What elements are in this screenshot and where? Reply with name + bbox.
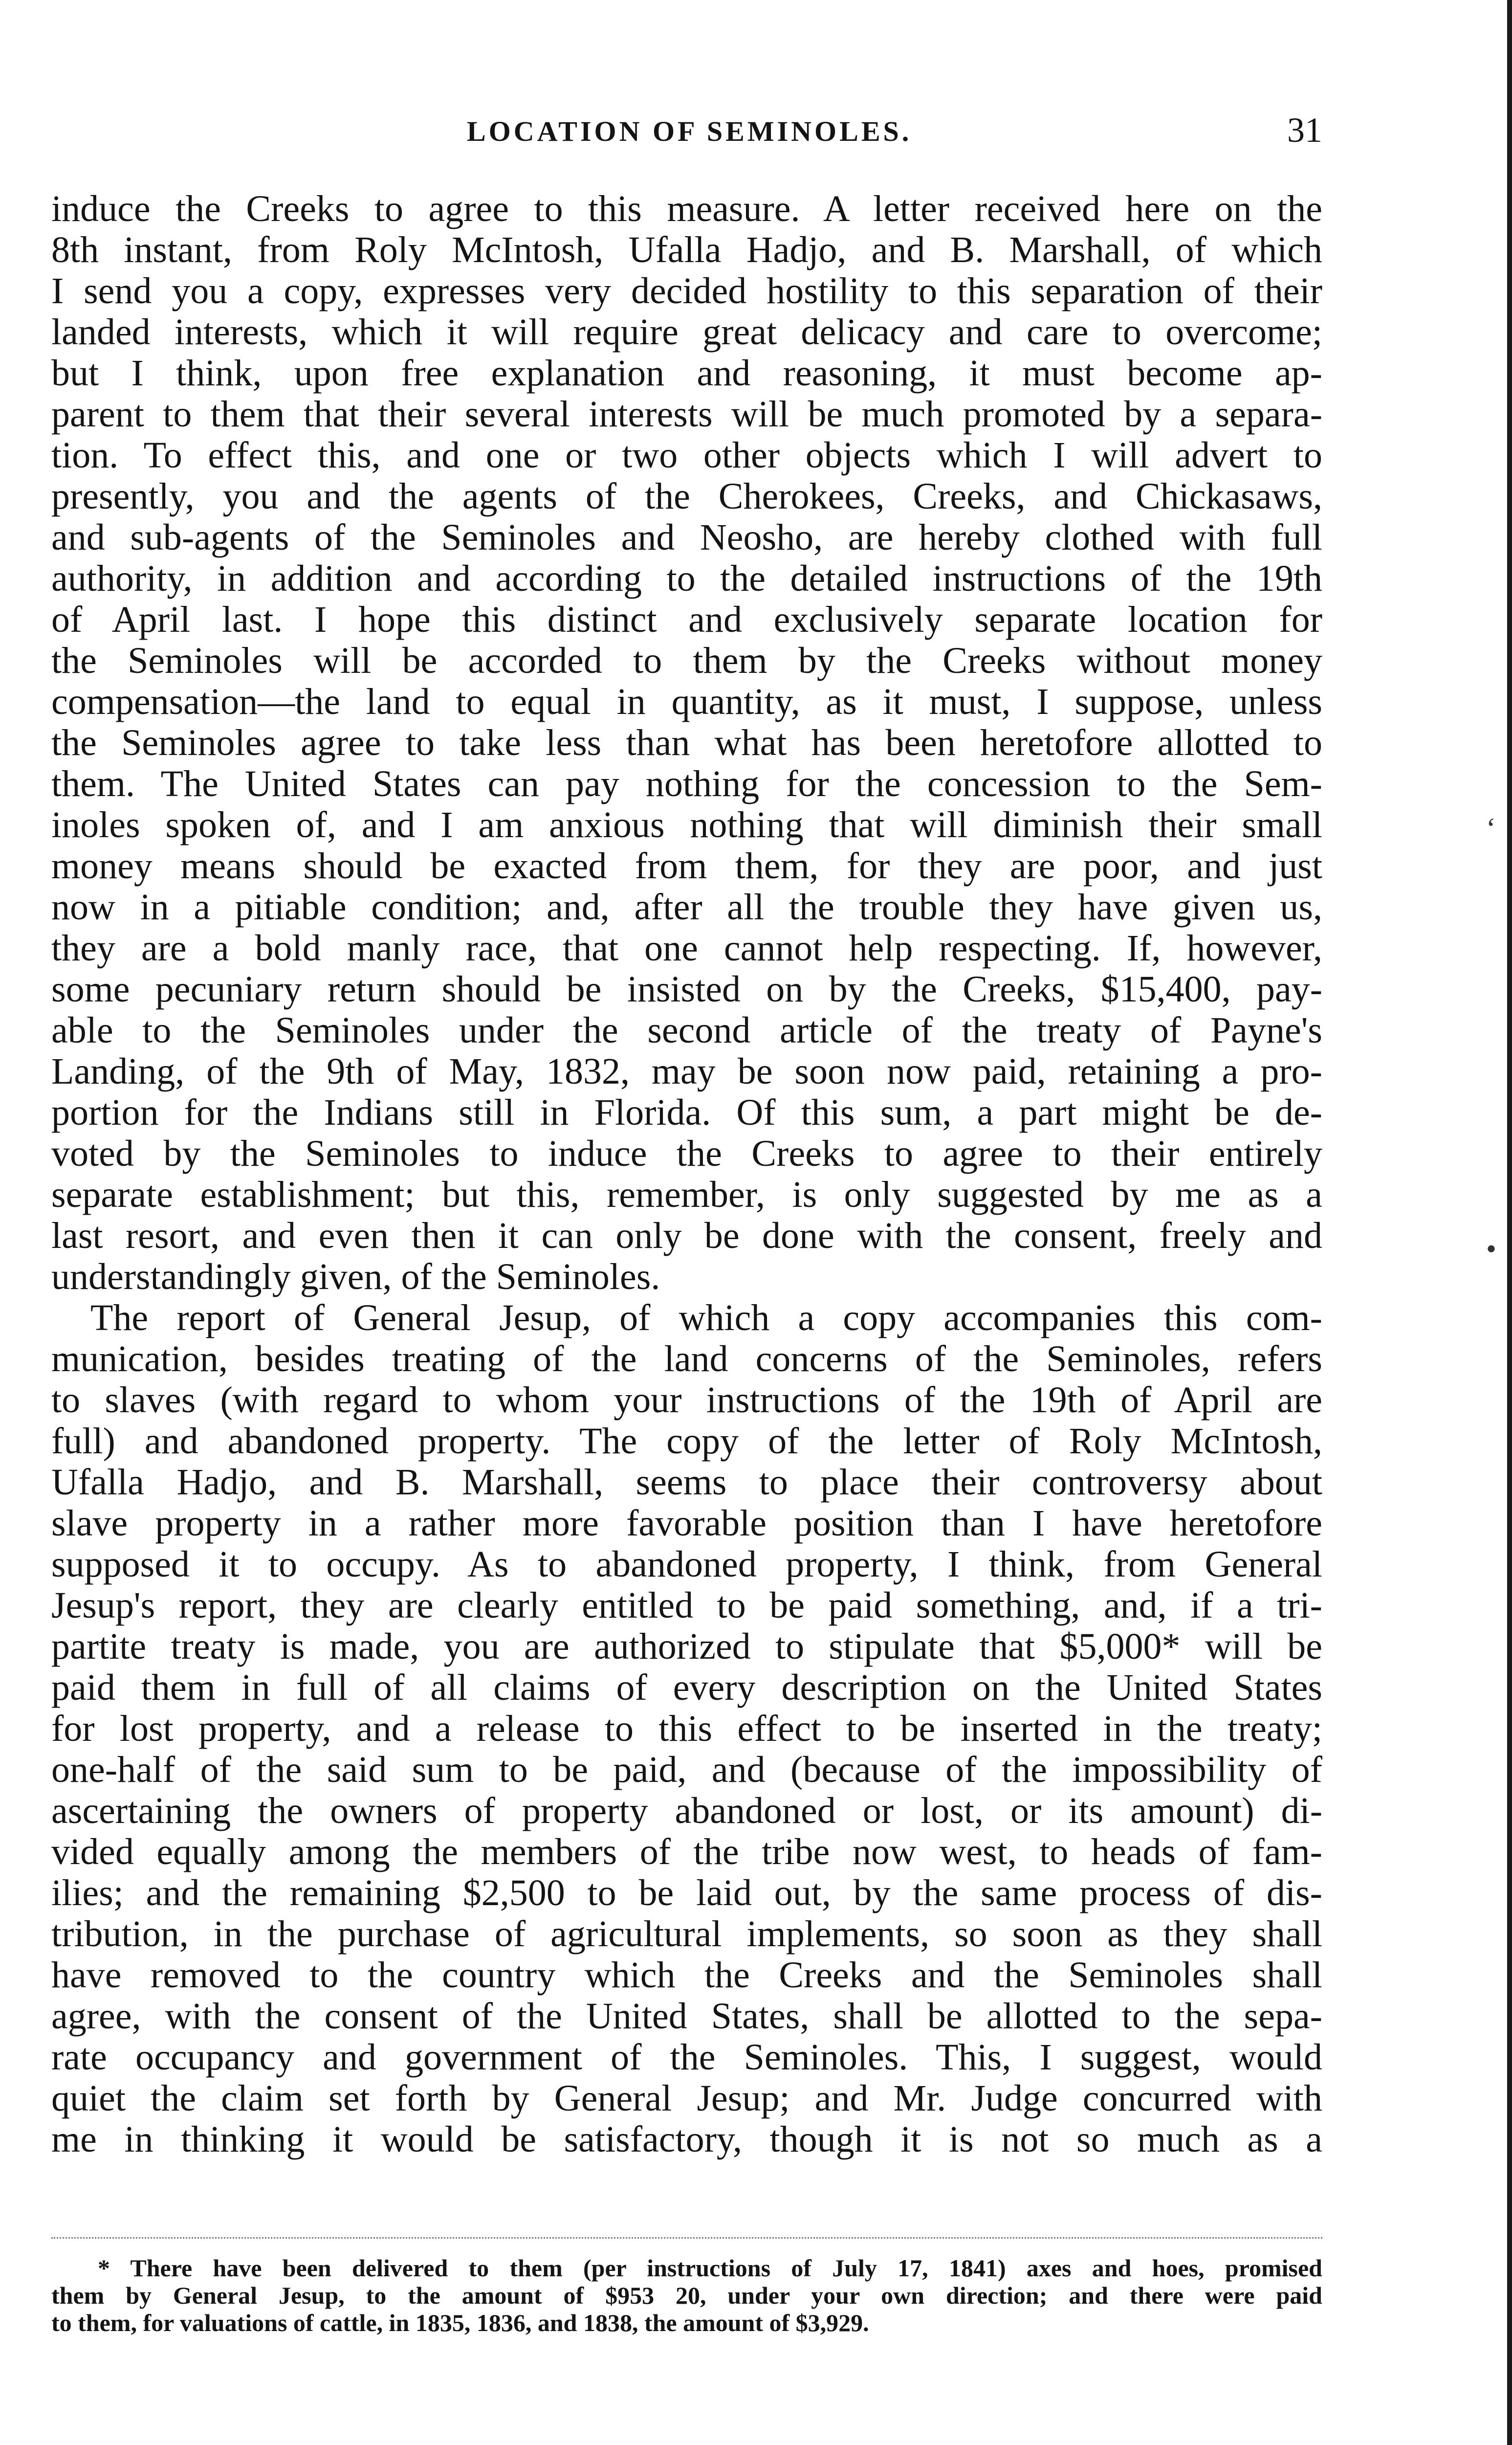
- body-line: Ufalla Hadjo, and B. Marshall, seems to place their controversy about: [51, 1462, 1322, 1503]
- margin-mark: ‘: [1486, 812, 1496, 845]
- footnote: [51, 2254, 1322, 2336]
- body-line: portion for the Indians still in Florida. Of this sum, a part might be de-: [51, 1092, 1322, 1133]
- body-line: induce the Creeks to agree to this measure. A letter received here on the: [51, 188, 1322, 229]
- body-line: last resort, and even then it can only be done with the consent, freely and: [51, 1215, 1322, 1256]
- body-line: but I think, upon free explanation and reasoning, it must become ap-: [51, 353, 1322, 394]
- body-line: presently, you and the agents of the Cherokees, Creeks, and Chickasaws,: [51, 476, 1322, 517]
- footnote-line: * There have been delivered to them (per instructions of July 17, 1841) axes and hoes, promised: [98, 2254, 1322, 2282]
- body-line: money means should be exacted from them, for they are poor, and just: [51, 845, 1322, 887]
- footnote-line: them by General Jesup, to the amount of $953 20, under your own direction; and there were paid: [51, 2282, 1322, 2309]
- body-line: 8th instant, from Roly McIntosh, Ufalla Hadjo, and B. Marshall, of which: [51, 229, 1322, 270]
- footnote-rule: [51, 2237, 1322, 2239]
- body-line: understandingly given, of the Seminoles.: [51, 1256, 660, 1297]
- body-line: supposed it to occupy. As to abandoned property, I think, from General: [51, 1544, 1322, 1585]
- body-line: ilies; and the remaining $2,500 to be laid out, by the same process of dis-: [51, 1872, 1322, 1913]
- running-header: [51, 110, 1322, 164]
- body-line: ascertaining the owners of property abandoned or lost, or its amount) di-: [51, 1790, 1322, 1831]
- body-line: rate occupancy and government of the Seminoles. This, I suggest, would: [51, 2037, 1322, 2078]
- body-line: paid them in full of all claims of every description on the United States: [51, 1667, 1322, 1708]
- body-line: full) and abandoned property. The copy of the letter of Roly McIntosh,: [51, 1421, 1322, 1462]
- page-number: 31: [1287, 111, 1322, 150]
- body-line: have removed to the country which the Creeks and the Seminoles shall: [51, 1955, 1322, 1996]
- body-line: The report of General Jesup, of which a copy accompanies this com-: [90, 1297, 1322, 1338]
- body-line: voted by the Seminoles to induce the Creeks to agree to their entirely: [51, 1133, 1322, 1174]
- running-title: LOCATION OF SEMINOLES.: [467, 115, 912, 147]
- body-line: slave property in a rather more favorable position than I have heretofore: [51, 1503, 1322, 1544]
- body-line: tion. To effect this, and one or two other objects which I will advert to: [51, 435, 1322, 476]
- body-line: Jesup's report, they are clearly entitled to be paid something, and, if a tri-: [51, 1585, 1322, 1626]
- body-line: the Seminoles agree to take less than what has been heretofore allotted to: [51, 722, 1322, 763]
- body-text: [51, 188, 1322, 2160]
- margin-mark: •: [1486, 1233, 1497, 1265]
- body-line: authority, in addition and according to the detailed instructions of the 19th: [51, 558, 1322, 599]
- body-line: able to the Seminoles under the second article of the treaty of Payne's: [51, 1010, 1322, 1051]
- body-line: vided equally among the members of the tribe now west, to heads of fam-: [51, 1831, 1322, 1872]
- footnote-line: to them, for valuations of cattle, in 1835, 1836, and 1838, the amount of $3,929.: [51, 2309, 869, 2336]
- body-line: to slaves (with regard to whom your instructions of the 19th of April are: [51, 1379, 1322, 1421]
- body-line: landed interests, which it will require great delicacy and care to overcome;: [51, 311, 1322, 353]
- body-line: the Seminoles will be accorded to them by the Creeks without money: [51, 640, 1322, 681]
- body-line: tribution, in the purchase of agricultural implements, so soon as they shall: [51, 1913, 1322, 1955]
- body-line: one-half of the said sum to be paid, and (because of the impossibility of: [51, 1749, 1322, 1790]
- body-line: inoles spoken of, and I am anxious nothing that will diminish their small: [51, 804, 1322, 845]
- body-line: parent to them that their several interests will be much promoted by a separa-: [51, 394, 1322, 435]
- body-line: agree, with the consent of the United States, shall be allotted to the sepa-: [51, 1996, 1322, 2037]
- body-line: I send you a copy, expresses very decided hostility to this separation of their: [51, 270, 1322, 311]
- body-line: and sub-agents of the Seminoles and Neosho, are hereby clothed with full: [51, 517, 1322, 558]
- body-line: quiet the claim set forth by General Jesup; and Mr. Judge concurred with: [51, 2078, 1322, 2119]
- body-line: munication, besides treating of the land concerns of the Seminoles, refers: [51, 1338, 1322, 1379]
- body-line: them. The United States can pay nothing for the concession to the Sem-: [51, 763, 1322, 804]
- body-line: for lost property, and a release to this effect to be inserted in the treaty;: [51, 1708, 1322, 1749]
- body-line: they are a bold manly race, that one cannot help respecting. If, however,: [51, 928, 1322, 969]
- body-line: some pecuniary return should be insisted on by the Creeks, $15,400, pay-: [51, 969, 1322, 1010]
- body-line: now in a pitiable condition; and, after all the trouble they have given us,: [51, 887, 1322, 928]
- body-line: me in thinking it would be satisfactory, though it is not so much as a: [51, 2119, 1322, 2160]
- body-line: compensation—the land to equal in quantity, as it must, I suppose, unless: [51, 681, 1322, 722]
- body-line: partite treaty is made, you are authorized to stipulate that $5,000* will be: [51, 1626, 1322, 1667]
- page-edge-shadow: [1507, 0, 1512, 2445]
- body-line: Landing, of the 9th of May, 1832, may be soon now paid, retaining a pro-: [51, 1051, 1322, 1092]
- body-line: of April last. I hope this distinct and exclusively separate location for: [51, 599, 1322, 640]
- body-line: separate establishment; but this, remember, is only suggested by me as a: [51, 1174, 1322, 1215]
